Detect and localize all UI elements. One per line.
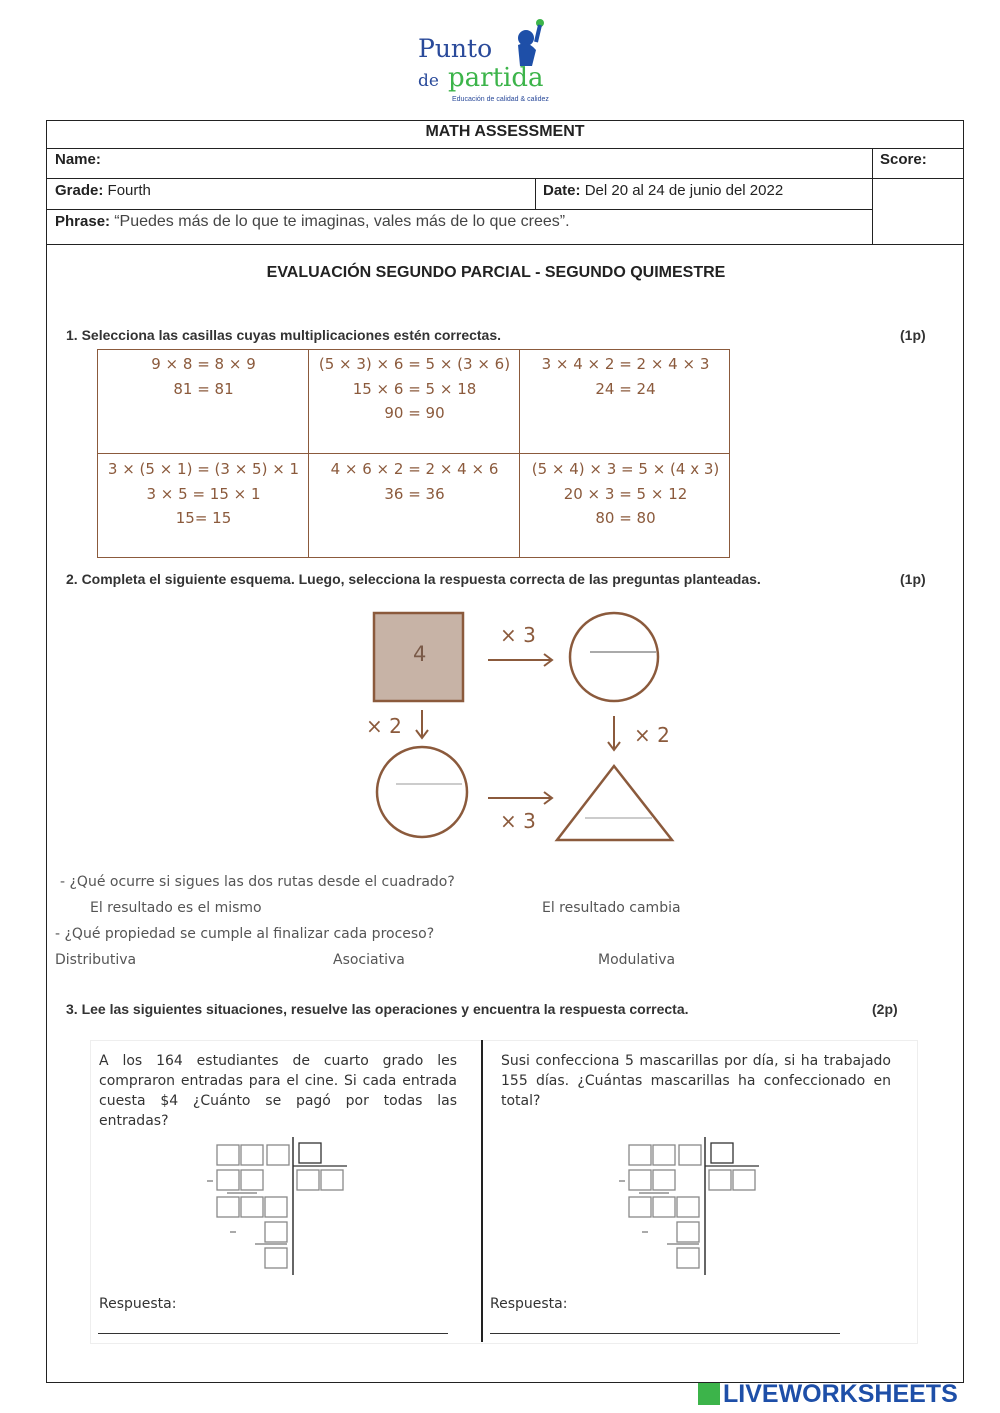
question-1: 1. Selecciona las casillas cuyas multiplicaciones estén correctas.: [66, 327, 502, 343]
square-value: 4: [413, 642, 427, 666]
arrow-right-bottom: [488, 792, 552, 804]
table-cell[interactable]: (5 × 4) × 3 = 5 × (4 x 3) 20 × 3 = 5 × 12 80 = 80: [531, 460, 720, 527]
division-layout-2[interactable]: [617, 1135, 767, 1285]
question-2-points: (1p): [900, 571, 926, 587]
logo-text-partida: partida: [448, 63, 544, 93]
subquestion-2: - ¿Qué propiedad se cumple al finalizar cada proceso?: [55, 926, 435, 942]
subquestion-1: - ¿Qué ocurre si sigues las dos rutas desde el cuadrado?: [60, 874, 455, 890]
grade-label: Grade:: [55, 182, 104, 199]
phrase-value: “Puedes más de lo que te imaginas, vales más de lo que crees”.: [114, 213, 570, 230]
op-bottom: × 3: [500, 809, 536, 833]
result-circle-top[interactable]: [570, 613, 658, 701]
logo: [418, 18, 583, 106]
arrow-down-left: [416, 710, 428, 738]
logo-text-punto: Punto: [418, 34, 493, 63]
section-title: EVALUACIÓN SEGUNDO PARCIAL - SEGUNDO QUIMESTRE: [266, 264, 726, 281]
arrow-down-right: [608, 716, 620, 750]
arrow-right-top: [488, 654, 552, 666]
question-3-points: (2p): [872, 1001, 898, 1017]
op-left: × 2: [366, 714, 402, 738]
option-cambia[interactable]: El resultado cambia: [542, 900, 681, 916]
answer-label-2: Respuesta:: [490, 1296, 568, 1312]
question-2: 2. Completa el siguiente esquema. Luego, selecciona la respuesta correcta de las preguntas planteadas.: [66, 571, 761, 587]
problem-1-text: A los 164 estudiantes de cuarto grado les compraron entradas para el cine. Si cada entrada cuesta $4 ¿Cuánto se pagó por todas las entradas?: [99, 1053, 457, 1129]
watermark-logo-icon: [698, 1383, 720, 1405]
table-cell[interactable]: 3 × 4 × 2 = 2 × 4 × 3 24 = 24: [541, 355, 710, 398]
option-distributiva[interactable]: Distributiva: [55, 952, 137, 968]
question-1-points: (1p): [900, 327, 926, 343]
table-cell[interactable]: 9 × 8 = 8 × 9 81 = 81: [151, 355, 256, 398]
question-3: 3. Lee las siguientes situaciones, resuelve las operaciones y encuentra la respuesta correcta.: [66, 1001, 689, 1017]
op-right: × 2: [634, 723, 670, 747]
phrase-label: Phrase:: [55, 213, 111, 230]
option-modulativa[interactable]: Modulativa: [598, 952, 676, 968]
answer-line-2[interactable]: [490, 1333, 840, 1334]
score-label: Score:: [880, 151, 927, 168]
table-cell[interactable]: 4 × 6 × 2 = 2 × 4 × 6 36 = 36: [330, 460, 499, 503]
date-value: Del 20 al 24 de junio del 2022: [584, 182, 784, 199]
table-cell[interactable]: 3 × (5 × 1) = (3 × 5) × 1 3 × 5 = 15 × 1 15= 15: [107, 460, 300, 527]
answer-line-1[interactable]: [98, 1333, 448, 1334]
answer-label-1: Respuesta:: [99, 1296, 177, 1312]
multiplication-table: [97, 349, 730, 558]
option-mismo[interactable]: El resultado es el mismo: [90, 900, 262, 916]
logo-tagline: Educación de calidad & calidez: [452, 96, 549, 103]
problem-2-text: Susi confecciona 5 mascarillas por día, si ha trabajado 155 días. ¿Cuántas mascarillas ha confeccionado en total?: [501, 1053, 891, 1109]
logo-text-de: de: [418, 71, 439, 91]
grade-value: Fourth: [107, 182, 151, 199]
date-label: Date:: [543, 182, 581, 199]
name-label: Name:: [55, 151, 101, 168]
result-triangle[interactable]: [557, 766, 672, 840]
liveworksheets-watermark: LIVEWORKSHEETS: [698, 1380, 958, 1409]
assessment-title: MATH ASSESSMENT: [425, 123, 585, 140]
division-layout-1[interactable]: [205, 1135, 355, 1285]
op-top: × 3: [500, 623, 536, 647]
table-cell[interactable]: (5 × 3) × 6 = 5 × (3 × 6) 15 × 6 = 5 × 18 90 = 90: [318, 355, 511, 422]
option-asociativa[interactable]: Asociativa: [333, 952, 405, 968]
result-circle-bottom[interactable]: [377, 747, 467, 837]
